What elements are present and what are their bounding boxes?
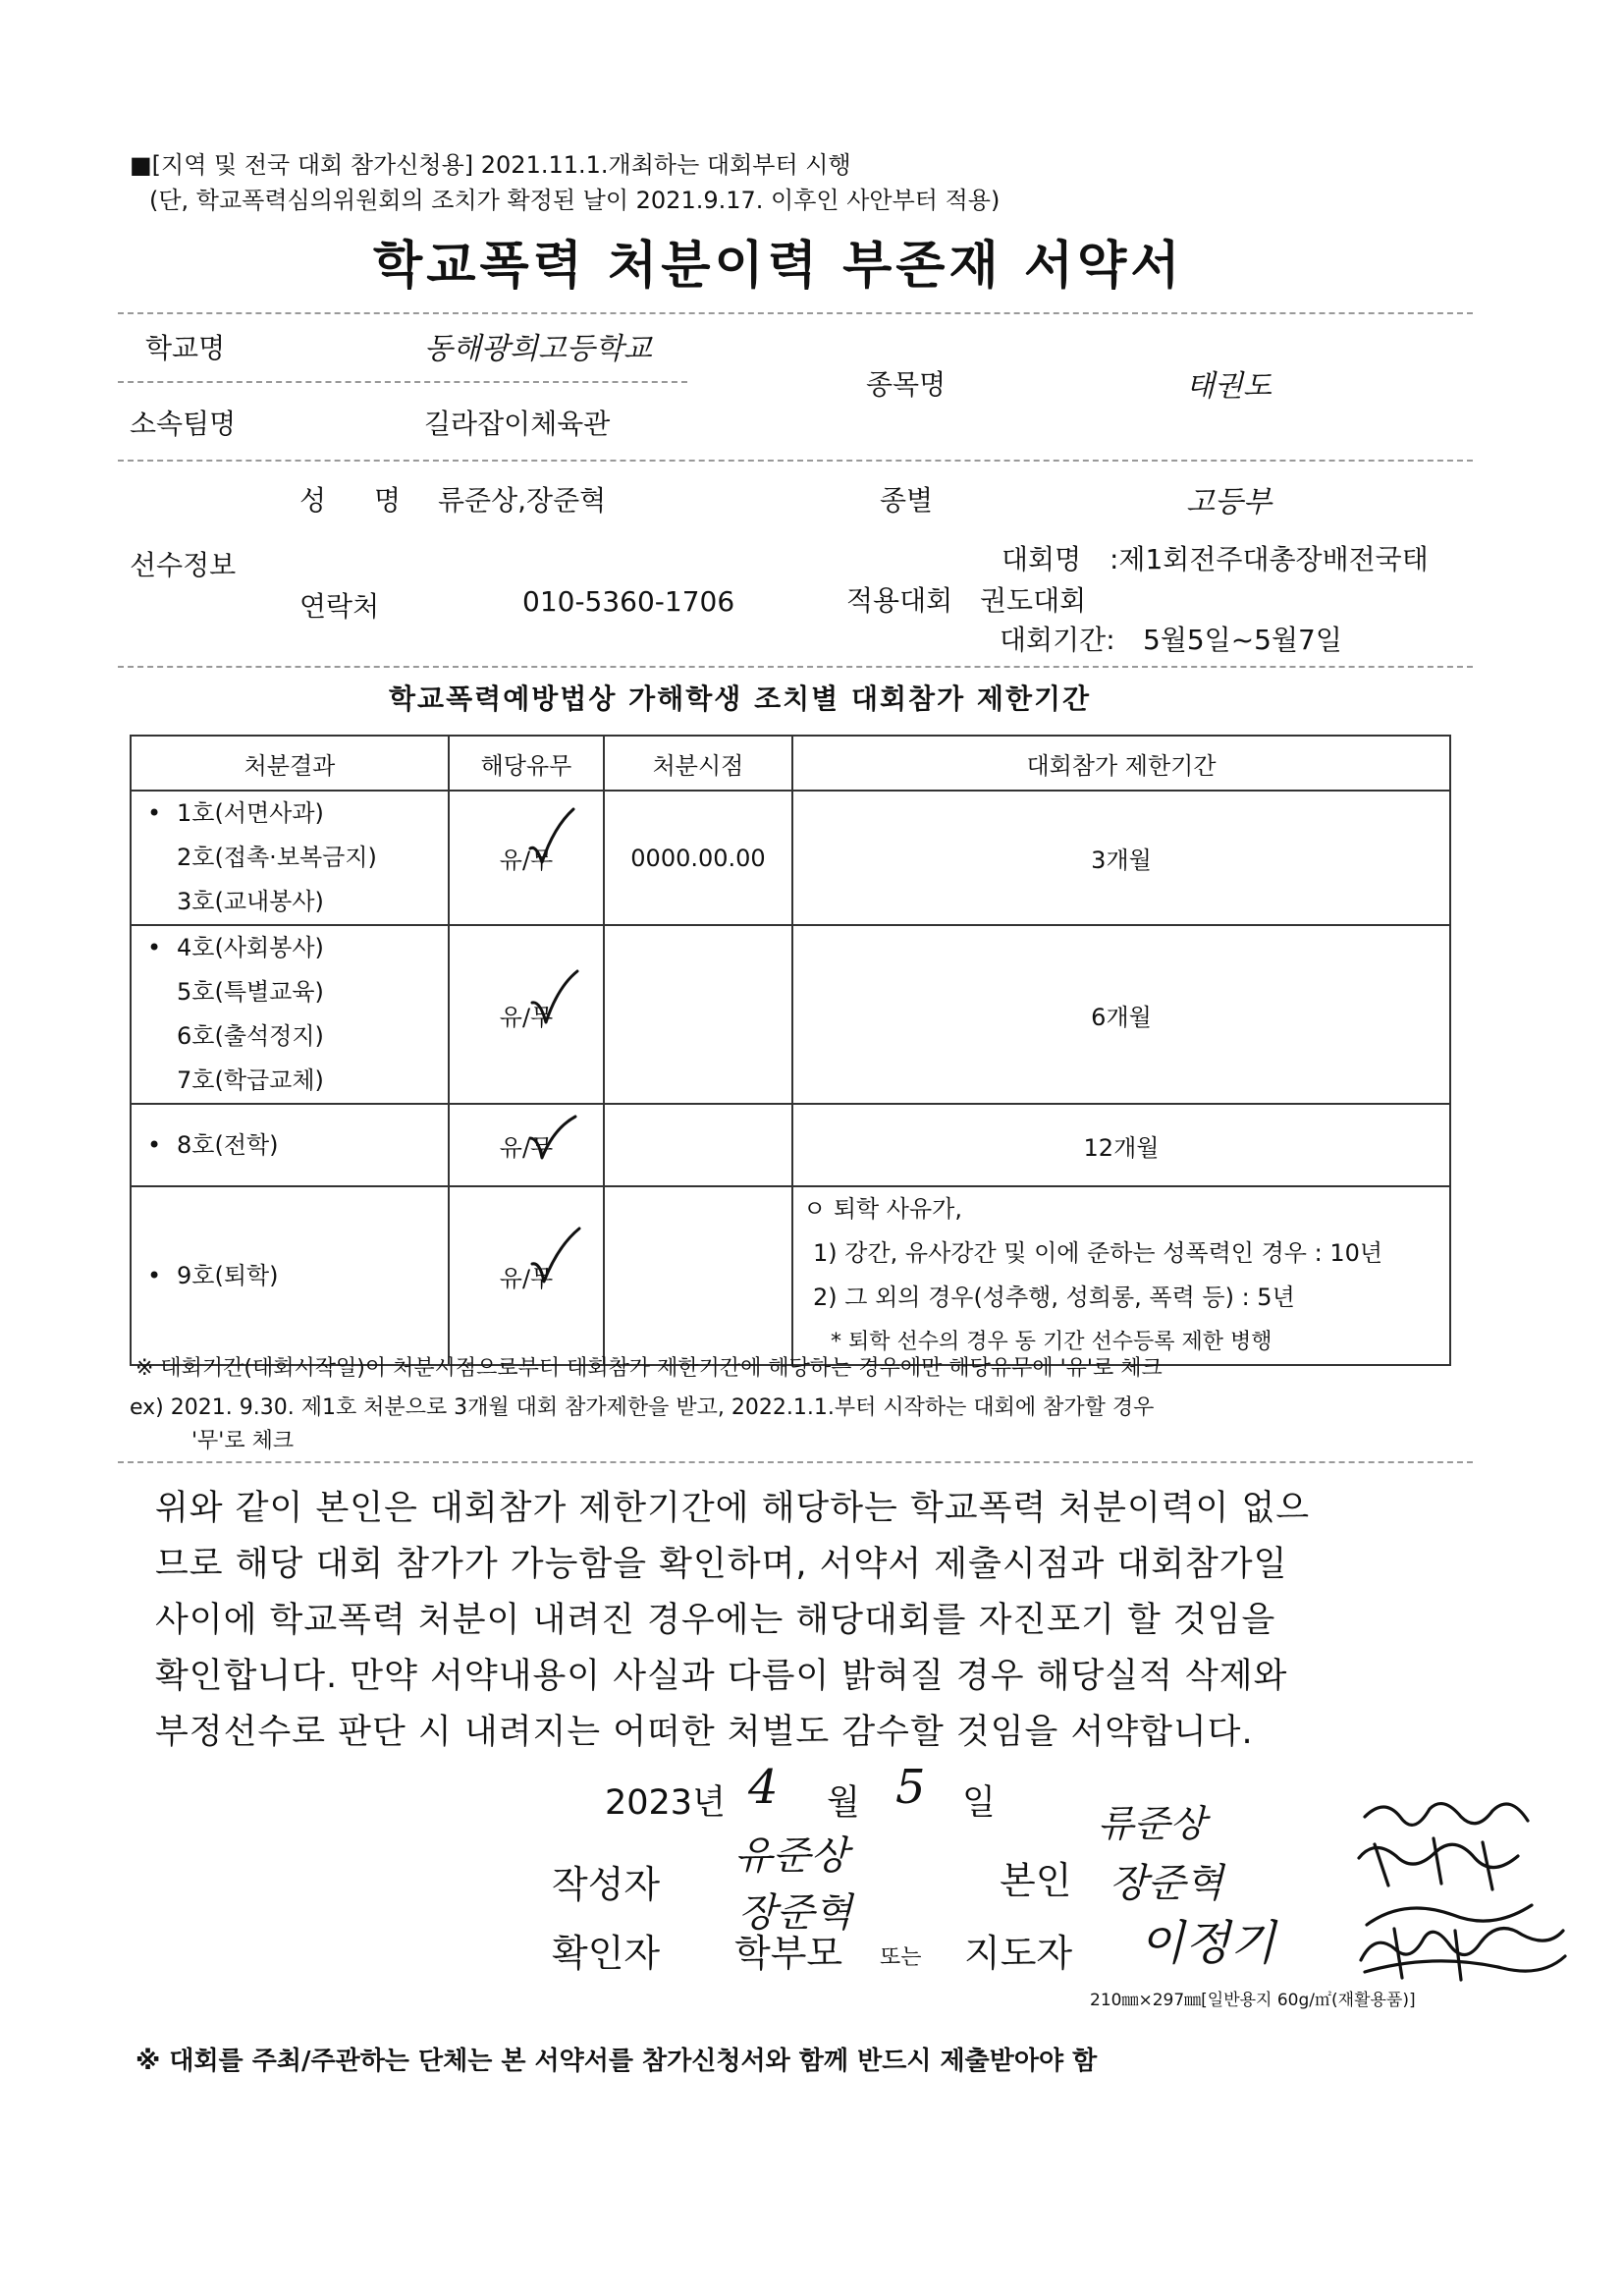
result-cell [131, 1186, 449, 1365]
bullet: • [147, 1130, 162, 1159]
coach-label: 지도자 [964, 1932, 1073, 1975]
pledge-line: 므로 해당 대회 참가가 가능함을 확인하며, 서약서 제출시점과 대회참가일 [155, 1545, 1288, 1584]
limit-line: 1) 강간, 유사강간 및 이에 준하는 성폭력인 경우 : 10년 [813, 1239, 1383, 1267]
pledge-text [155, 1481, 1461, 1761]
limit-cell [792, 1186, 1450, 1365]
note-2: ex) 2021. 9.30. 제1호 처분으로 3개월 대회 참가제한을 받고, 2022.1.1.부터 시작하는 대회에 참가할 경우 [130, 1395, 1155, 1420]
note-1: ※ 대회기간(대회시작일)이 처분시점으로부터 대회참가 제한기간에 해당하는 경우에만 해당유무에 '유'로 체크 [135, 1356, 1163, 1381]
limit-cell: 12개월 [792, 1104, 1450, 1186]
date-month-label: 월 [827, 1783, 860, 1823]
player-info-label: 선수정보 [130, 549, 237, 581]
header-applicable: 해당유무 [449, 736, 604, 791]
bullet: • [147, 1261, 162, 1289]
yn-label: 유/무 [499, 1003, 554, 1031]
or-label: 또는 [880, 1945, 922, 1970]
yn-cell[interactable] [449, 791, 604, 925]
writer-label: 작성자 [552, 1863, 661, 1906]
result-item: 4호(사회봉사) [177, 934, 324, 961]
pledge-line: 확인합니다. 만약 서약내용이 사실과 다름이 밝혀질 경우 해당실적 삭제와 [155, 1657, 1288, 1696]
result-item: 9호(퇴학) [177, 1261, 279, 1289]
date-month-value: 4 [748, 1760, 779, 1815]
table-heading: 학교폭력예방법상 가해학생 조치별 대회참가 제한기간 [389, 683, 1092, 715]
limit-line: ㅇ 퇴학 사유가, [803, 1195, 962, 1223]
check-mark-icon [528, 1225, 587, 1293]
table-header-row [131, 736, 1450, 791]
table-row [131, 791, 1450, 925]
team-value: 길라잡이체육관 [424, 408, 611, 440]
check-mark-icon [526, 967, 585, 1036]
name-value: 류준상,장준혁 [438, 484, 607, 517]
coach-signature-scribble [1355, 1909, 1571, 1997]
school-value: 동해광희고등학교 [424, 332, 652, 366]
divider [118, 666, 1473, 668]
footer-notice: ※ 대회를 주최/주관하는 단체는 본 서약서를 참가신청서와 함께 반드시 제출받아야 함 [135, 2047, 1098, 2076]
yn-label: 유/무 [499, 847, 554, 874]
result-item: 5호(특별교육) [177, 978, 324, 1006]
date-cell [604, 1104, 792, 1186]
event-label: 종목명 [866, 368, 947, 401]
pledge-line: 부정선수로 판단 시 내려지는 어떠한 처벌도 감수할 것임을 서약합니다. [155, 1713, 1254, 1752]
yn-cell[interactable] [449, 1104, 604, 1186]
coach-name-handwritten: 이정기 [1139, 1916, 1276, 1971]
result-item: 7호(학급교체) [177, 1066, 324, 1094]
divider [118, 1461, 1473, 1463]
school-label: 학교명 [145, 332, 226, 364]
period-value: 5월5일~5월7일 [1143, 624, 1342, 656]
restriction-table [130, 735, 1451, 1366]
yn-label: 유/무 [499, 1264, 554, 1292]
date-cell [604, 1186, 792, 1365]
date-cell [604, 925, 792, 1104]
writer-name-handwritten: 장준혁 [738, 1890, 852, 1936]
date-day-label: 일 [962, 1783, 996, 1823]
limit-line: 2) 그 외의 경우(성추행, 성희롱, 폭력 등) : 5년 [813, 1284, 1295, 1311]
paper-spec: 210㎜×297㎜[일반용지 60g/㎡(재활용품)] [1090, 1991, 1416, 2010]
self-name-handwritten: 장준혁 [1110, 1861, 1223, 1906]
table-row [131, 1186, 1450, 1365]
date-year: 2023년 [605, 1783, 726, 1823]
result-item: 6호(출석정지) [177, 1022, 324, 1050]
bullet: • [147, 934, 162, 961]
pledge-line: 위와 같이 본인은 대회참가 제한기간에 해당하는 학교폭력 처분이력이 없으 [155, 1489, 1311, 1528]
name-label: 성 명 [299, 484, 420, 517]
self-label: 본인 [1000, 1859, 1072, 1902]
result-item: 2호(접촉·보복금지) [177, 844, 377, 871]
divider [118, 381, 687, 383]
check-mark-icon [526, 1113, 585, 1172]
parent-label: 학부모 [734, 1932, 843, 1975]
divider [118, 312, 1473, 314]
division-value: 고등부 [1186, 485, 1272, 519]
pledge-line: 사이에 학교폭력 처분이 내려진 경우에는 해당대회를 자진포기 할 것임을 [155, 1601, 1276, 1640]
notice-line-2: (단, 학교폭력심의위원회의 조치가 확정된 날이 2021.9.17. 이후인 사안부터 적용) [149, 187, 1001, 214]
period-label: 대회기간: [1000, 624, 1115, 656]
divider [118, 460, 1473, 462]
document-title: 학교폭력 처분이력 부존재 서약서 [373, 237, 1184, 296]
comp-name-value-2: 권도대회 [980, 584, 1087, 617]
result-item: 1호(서면사과) [177, 799, 324, 827]
yn-cell[interactable] [449, 1186, 604, 1365]
comp-name-label: 대회명 [1001, 543, 1082, 575]
header-result: 처분결과 [131, 736, 449, 791]
note-3: '무'로 체크 [191, 1429, 295, 1453]
yn-label: 유/무 [499, 1133, 554, 1162]
result-cell [131, 925, 449, 1104]
header-date: 처분시점 [604, 736, 792, 791]
limit-cell: 6개월 [792, 925, 1450, 1104]
limit-cell: 3개월 [792, 791, 1450, 925]
date-cell: 0000.00.00 [604, 791, 792, 925]
table-row [131, 925, 1450, 1104]
check-mark-icon [524, 805, 583, 874]
writer-name-handwritten: 유준상 [734, 1833, 848, 1879]
result-cell [131, 791, 449, 925]
result-cell [131, 1104, 449, 1186]
comp-name-value: :제1회전주대총장배전국태 [1110, 543, 1429, 575]
date-day-value: 5 [895, 1760, 926, 1815]
table-row [131, 1104, 1450, 1186]
result-item: 3호(교내봉사) [177, 888, 324, 915]
result-item: 8호(전학) [177, 1130, 279, 1159]
division-label: 종별 [880, 484, 934, 517]
limit-line: * 퇴학 선수의 경우 동 기간 선수등록 제한 병행 [831, 1330, 1272, 1354]
yn-cell[interactable] [449, 925, 604, 1104]
event-value: 태권도 [1186, 369, 1272, 404]
header-limit: 대회참가 제한기간 [792, 736, 1450, 791]
notice-line-1: ■[지역 및 전국 대회 참가신청용] 2021.11.1.개최하는 대회부터 시행 [130, 151, 851, 179]
self-name-handwritten: 류준상 [1098, 1802, 1207, 1845]
team-label: 소속팀명 [130, 408, 237, 440]
confirmer-label: 확인자 [552, 1932, 661, 1975]
contact-label: 연락처 [299, 590, 380, 623]
contact-value: 010-5360-1706 [522, 585, 735, 618]
applied-comp-label: 적용대회 [846, 584, 953, 617]
bullet: • [147, 799, 162, 827]
